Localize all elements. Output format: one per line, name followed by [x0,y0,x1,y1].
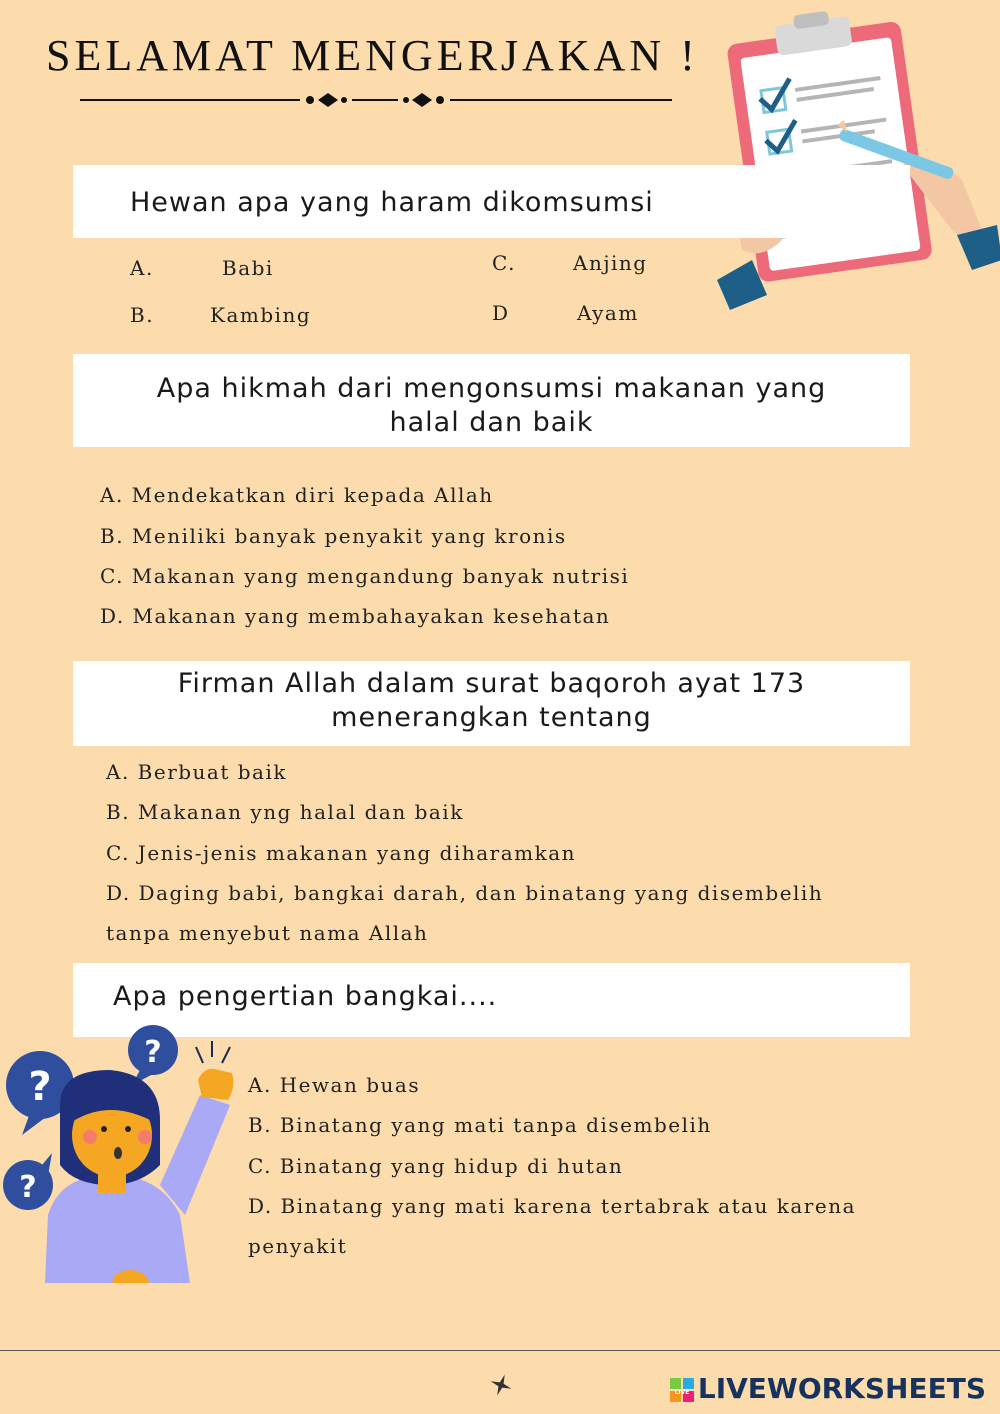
svg-text:?: ? [144,1035,162,1070]
q4-option-b[interactable]: B. Binatang yang mati tanpa disembelih [248,1113,712,1137]
question-3-box [73,661,910,746]
svg-text:?: ? [28,1064,52,1110]
q1-option-c-letter: C. [492,251,516,275]
q2-option-b[interactable]: B. Meniliki banyak penyakit yang kronis [100,524,567,548]
q2-option-a[interactable]: A. Mendekatkan diri kepada Allah [100,483,494,507]
ornament-divider [80,88,675,112]
question-3-text-line1: Firman Allah dalam surat baqoroh ayat 173 [177,668,806,699]
q1-option-a-text[interactable]: Babi [222,256,274,280]
q1-option-b-text[interactable]: Kambing [210,303,312,327]
q1-option-d-letter: D [492,301,510,325]
footer-divider [0,1350,1000,1351]
q1-option-d-text[interactable]: Ayam [577,301,639,325]
svg-text:?: ? [19,1170,37,1205]
q4-option-d[interactable]: D. Binatang yang mati karena tertabrak atau karena [248,1194,857,1218]
liveworksheets-brand[interactable] [670,1372,986,1405]
question-2-text-line1: Apa hikmah dari mengonsumsi makanan yang [156,373,827,404]
clipboard-checklist-icon [712,10,1000,310]
svg-text:LIVE: LIVE [674,1389,690,1396]
q3-option-d-continued: tanpa menyebut nama Allah [106,921,429,945]
q4-option-c[interactable]: C. Binatang yang hidup di hutan [248,1154,624,1178]
page-title: SELAMAT MENGERJAKAN ! [46,31,699,80]
q3-option-a[interactable]: A. Berbuat baik [106,760,287,784]
q2-option-d[interactable]: D. Makanan yang membahayakan kesehatan [100,604,611,628]
brand-text: LIVEWORKSHEETS [697,1372,986,1405]
question-bubble-icon [128,1025,178,1085]
q1-option-c-text[interactable]: Anjing [573,251,648,275]
q3-option-d[interactable]: D. Daging babi, bangkai darah, dan binatang yang disembelih [106,881,824,905]
q1-option-a-letter: A. [130,256,154,280]
question-2-box [73,354,910,447]
girl-thinking-illustration [0,1025,245,1285]
q3-option-c[interactable]: C. Jenis-jenis makanan yang diharamkan [106,841,577,865]
liveworksheets-logo-icon [670,1378,694,1402]
question-1-box [73,165,910,238]
q3-option-b[interactable]: B. Makanan yng halal dan baik [106,800,464,824]
question-3-text-line2: menerangkan tentang [331,702,652,733]
question-2-text-line2: halal dan baik [389,407,594,438]
q1-option-b-letter: B. [130,303,155,327]
q4-option-d-continued: penyakit [248,1234,348,1258]
q4-option-a[interactable]: A. Hewan buas [248,1073,421,1097]
q2-option-c[interactable]: C. Makanan yang mengandung banyak nutrisi [100,564,630,588]
question-1-text: Hewan apa yang haram dikomsumsi [130,187,654,218]
question-bubble-icon [3,1153,53,1210]
question-4-text: Apa pengertian bangkai.... [113,981,498,1012]
compass-star-icon [488,1372,514,1398]
